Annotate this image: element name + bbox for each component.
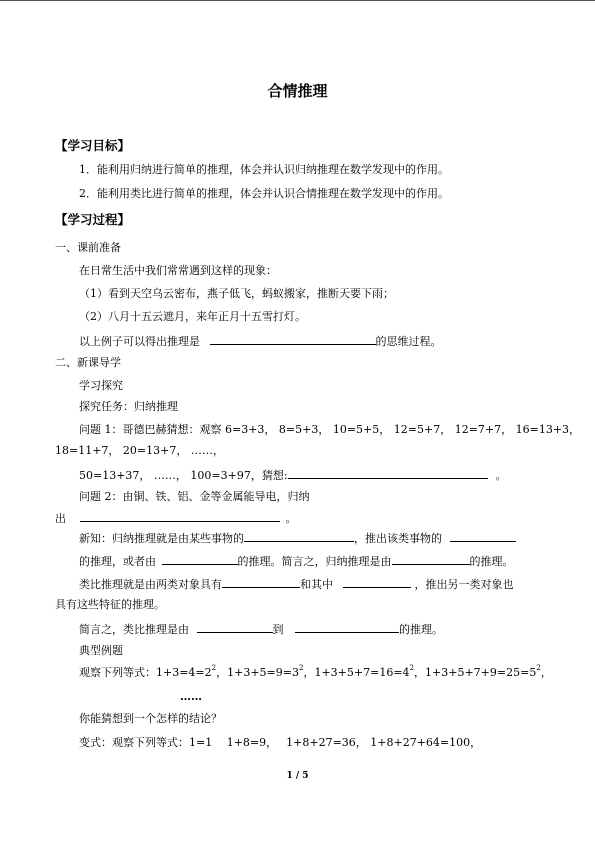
part1-heading: 一、课前准备 xyxy=(55,241,121,254)
summary-text-a: 简言之，类比推理是由 xyxy=(79,623,189,636)
explore-label: 学习探究 xyxy=(79,379,123,392)
eq-exp-1: 2 xyxy=(211,664,217,672)
fill-blank[interactable] xyxy=(210,333,376,345)
part2-heading: 二、新课导学 xyxy=(55,356,121,369)
eq-base-1: 2 xyxy=(204,666,212,679)
newknow-line1 xyxy=(79,530,516,546)
fill-blank[interactable] xyxy=(222,576,300,588)
analogy-text-a: 类比推理就是由两类对象具有 xyxy=(79,578,222,591)
part1-example-2: （2）八月十五云遮月，来年正月十五雪打灯。 xyxy=(79,310,306,323)
fill-blank[interactable] xyxy=(343,576,411,588)
eq-base-2: 3 xyxy=(292,666,299,679)
newknow-line2 xyxy=(79,553,514,569)
part1-example-1: （1）看到天空乌云密布，燕子低飞，蚂蚁搬家，推断天要下雨； xyxy=(79,287,394,300)
fill-blank[interactable] xyxy=(392,553,470,565)
eq-text-5: ， xyxy=(540,666,552,679)
fill-blank[interactable] xyxy=(162,553,238,565)
question2-line1: 问题 2：由铜、铁、铝、金等金属能导电，归纳 xyxy=(79,490,310,503)
analogy-line2: 具有这些特征的推理。 xyxy=(55,598,165,611)
summary-text-c: 的推理。 xyxy=(399,623,443,636)
part1-conclusion-text-a: 以上例子可以得出推理是 xyxy=(79,335,200,348)
question1-line3-text: 50=13+37， ……， 100=3+97，猜想: xyxy=(79,469,288,482)
observe-equations xyxy=(79,666,552,680)
newknow-text-c: 的推理，或者由 xyxy=(79,555,156,568)
part1-intro: 在日常生活中我们常常遇到这样的现象： xyxy=(79,264,277,277)
fill-blank[interactable] xyxy=(244,530,354,542)
part1-conclusion xyxy=(79,333,442,349)
eq-exp-2: 2 xyxy=(299,664,304,672)
eq-text-1: 观察下列等式：1+3=4= xyxy=(79,666,205,679)
eq-exp-4: 2 xyxy=(536,664,541,672)
analogy-summary xyxy=(79,621,443,637)
process-heading: 【学习过程】 xyxy=(55,212,131,227)
explore-task: 探究任务：归纳推理 xyxy=(79,400,178,413)
variant-line: 变式：观察下列等式：1=1 1+8=9， 1+8+27=36， 1+8+27+64=100， xyxy=(79,736,482,749)
page-title: 合情推理 xyxy=(267,82,328,100)
newknow-text-a: 新知：归纳推理就是由某些事物的 xyxy=(79,532,244,545)
question1-period: 。 xyxy=(495,469,507,482)
objective-item-2: 2．能利用类比进行简单的推理，体会并认识合情推理在数学发现中的作用。 xyxy=(79,187,449,200)
fill-blank[interactable] xyxy=(450,530,516,542)
guess-question: 你能猜想到一个怎样的结论？ xyxy=(79,712,222,725)
eq-text-4: ，1+3+5+7+9=25= xyxy=(414,666,530,679)
ellipsis: …… xyxy=(180,690,202,703)
analogy-line1 xyxy=(79,576,514,592)
newknow-text-d: 的推理。简言之，归纳推理是由 xyxy=(237,555,392,568)
fill-blank[interactable] xyxy=(295,621,399,633)
question1-line3 xyxy=(79,467,507,483)
eq-text-2: ，1+3+5=9= xyxy=(216,666,292,679)
eq-exp-3: 2 xyxy=(409,664,415,672)
objectives-heading: 【学习目标】 xyxy=(55,138,131,153)
page-top-border xyxy=(0,0,595,1)
fill-blank[interactable] xyxy=(197,621,273,633)
page-number: 1 / 5 xyxy=(286,771,309,781)
eq-base-3: 4 xyxy=(402,666,410,679)
question1-line1: 问题 1：哥德巴赫猜想：观察 6=3+3， 8=5+3， 10=5+5， 12=5+7， 12=7+7， 16=13+3， xyxy=(79,423,581,436)
newknow-text-e: 的推理。 xyxy=(469,555,514,568)
eq-text-3: ，1+3+5+7=16= xyxy=(303,666,403,679)
summary-text-b: 到 xyxy=(272,623,284,636)
analogy-text-c: ，推出另一类对象也 xyxy=(414,578,514,591)
question2-line2 xyxy=(55,510,297,526)
example-heading: 典型例题 xyxy=(79,644,123,657)
question1-line2: 18=11+7， 20=13+7， ……， xyxy=(55,444,224,457)
fill-blank[interactable] xyxy=(288,467,488,479)
part1-conclusion-text-b: 的思维过程。 xyxy=(375,335,442,348)
question2-line2-text: 出 xyxy=(55,512,66,525)
newknow-text-b: ，推出该类事物的 xyxy=(354,532,442,545)
analogy-text-b: 和其中 xyxy=(300,578,333,591)
objective-item-1: 1．能利用归纳进行简单的推理，体会并认识归纳推理在数学发现中的作用。 xyxy=(79,163,449,176)
question2-period: 。 xyxy=(285,512,297,525)
fill-blank[interactable] xyxy=(80,510,280,522)
eq-base-4: 5 xyxy=(529,666,537,679)
